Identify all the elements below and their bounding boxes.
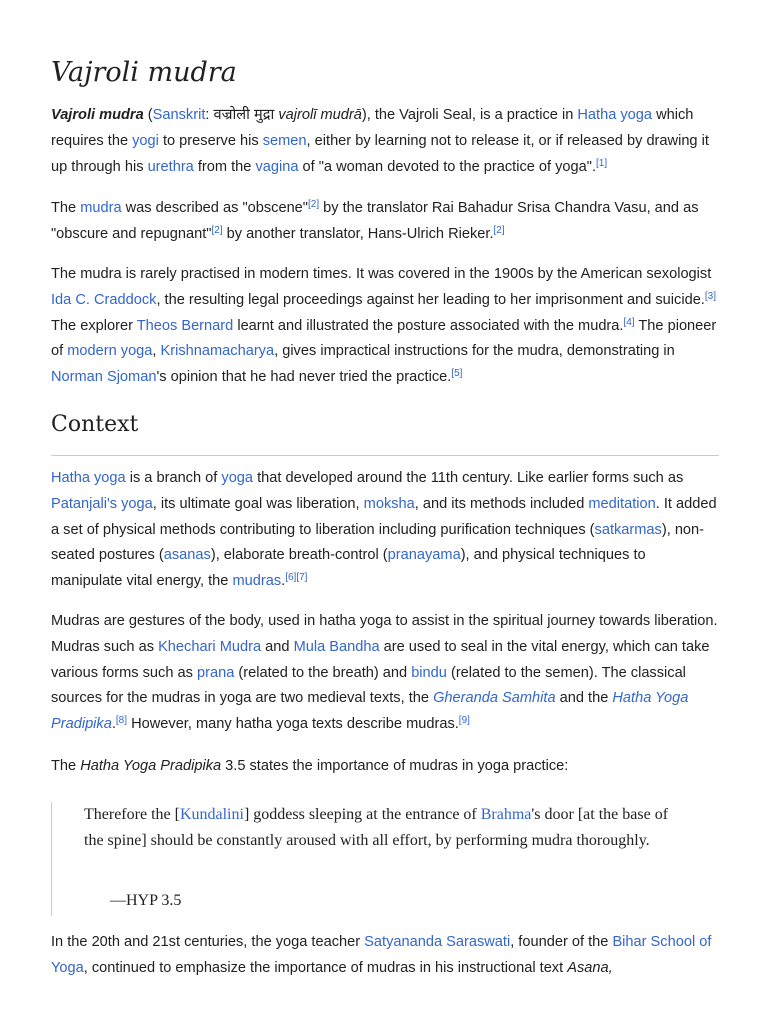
article-term: Vajroli mudra xyxy=(51,107,144,123)
devanagari-text: वज्रोली मुद्रा xyxy=(213,107,275,123)
quote-text: Therefore the [Kundalini] goddess sleeping at the entrance of Brahma's door [at the base of the spine] should be constantly aroused with all effort, by performing mudra thoroughly. xyxy=(84,806,669,849)
ref-2c[interactable]: [2] xyxy=(493,224,505,236)
link-semen[interactable]: semen xyxy=(262,132,307,149)
link-bindu[interactable]: bindu xyxy=(411,664,447,681)
paragraph-mudras-gestures: Mudras are gestures of the body, used in hatha yoga to assist in the spiritual journey towards liberation. Mudras such as Khechari Mudra and Mula Bandha are used to seal in the vital energy, which can take various forms such as prana (related to the breath) and bindu (related to the semen). The classical sources for the mudras in yoga are two medieval texts, the Gheranda Samhita and the Hatha Yoga Pradipika.[8] However, many hatha yoga texts describe mudras.[9] xyxy=(51,613,718,733)
blockquote-hyp xyxy=(51,802,720,916)
paragraph-hyp-intro: The Hatha Yoga Pradipika 3.5 states the importance of mudras in yoga practice: xyxy=(51,758,569,774)
link-hatha-yoga-pradipika[interactable]: Hatha Yoga Pradipika xyxy=(51,690,689,733)
ref-1[interactable]: [1] xyxy=(596,157,608,169)
link-khechari-mudra[interactable]: Khechari Mudra xyxy=(158,638,262,655)
link-moksha[interactable]: moksha xyxy=(363,495,415,512)
ref-5[interactable]: [5] xyxy=(451,368,463,380)
link-hatha-yoga-2[interactable]: Hatha yoga xyxy=(51,470,126,486)
ref-3[interactable]: [3] xyxy=(704,290,716,302)
section-divider xyxy=(51,455,719,456)
ref-6[interactable]: [6] xyxy=(285,572,297,584)
ref-8[interactable]: [8] xyxy=(115,715,128,727)
section-heading-context: Context xyxy=(51,412,139,437)
ref-9[interactable]: [9] xyxy=(458,715,470,727)
link-yoga[interactable]: yoga xyxy=(221,470,254,486)
link-asanas[interactable]: asanas xyxy=(163,547,211,564)
link-norman-sjoman[interactable]: Norman Sjoman xyxy=(51,369,157,386)
link-vagina[interactable]: vagina xyxy=(255,158,299,175)
link-ida-craddock[interactable]: Ida C. Craddock xyxy=(51,291,157,308)
link-krishnamacharya[interactable]: Krishnamacharya xyxy=(160,343,275,360)
link-yogi[interactable]: yogi xyxy=(132,132,159,149)
link-mudra[interactable]: mudra xyxy=(80,200,122,216)
ref-2a[interactable]: [2] xyxy=(307,199,320,210)
link-modern-yoga[interactable]: modern yoga xyxy=(67,343,153,360)
quote-citation: —HYP 3.5 xyxy=(110,892,182,909)
intro-paragraph: Vajroli mudra (Sanskrit: वज्रोली मुद्रा vajrolī mudrā), the Vajroli Seal, is a practice in Hatha yoga which requires the yogi to preserve his semen, either by learning not to release it, or if released by drawing it up through his urethra from the vagina of "a woman devoted to the practice of yoga".[1] xyxy=(51,107,709,175)
link-prana[interactable]: prana xyxy=(197,664,235,681)
paragraph-hatha-yoga: Hatha yoga is a branch of yoga that developed around the 11th century. Like earlier forms such as Patanjali's yoga, its ultimate goal was liberation, moksha, and its methods included meditation. It added a set of physical methods contributing to liberation including purification techniques (satkarmas), non-seated postures (asanas), elaborate breath-control (pranayama), and physical techniques to manipulate vital energy, the mudras.[6][7] xyxy=(51,470,717,590)
paragraph-20th-century: In the 20th and 21st centuries, the yoga teacher Satyananda Saraswati, founder of the Bihar School of Yoga, continued to emphasize the importance of mudras in his instructional text Asana, xyxy=(51,934,712,976)
link-meditation[interactable]: meditation xyxy=(588,495,656,512)
link-mudras[interactable]: mudras xyxy=(232,573,282,590)
link-hatha-yoga[interactable]: Hatha yoga xyxy=(577,107,653,123)
link-patanjalis-yoga[interactable]: Patanjali's yoga xyxy=(51,495,153,512)
paragraph-obscene: The mudra was described as "obscene"[2] by the translator Rai Bahadur Srisa Chandra Vasu, and as "obscure and repugnant"[2] by another translator, Hans-Ulrich Rieker.[2] xyxy=(51,199,699,242)
link-satkarmas[interactable]: satkarmas xyxy=(594,521,662,538)
link-mula-bandha[interactable]: Mula Bandha xyxy=(293,638,380,655)
ref-2b[interactable]: [2] xyxy=(211,224,223,236)
link-bihar-school-of-yoga[interactable]: Bihar School of Yoga xyxy=(51,934,712,976)
link-sanskrit[interactable]: Sanskrit xyxy=(152,107,206,123)
link-brahma[interactable]: Brahma xyxy=(480,806,532,823)
paragraph-modern-times: The mudra is rarely practised in modern times. It was covered in the 1900s by the American sexologist Ida C. Craddock, the resulting legal proceedings against her leading to her imprisonment and suicide.[3] The explorer Theos Bernard learnt and illustrated the posture associated with the mudra.[4] The pioneer of modern yoga, Krishnamacharya, gives impractical instructions for the mudra, demonstrating in Norman Sjoman's opinion that he had never tried the practice.[5] xyxy=(51,266,717,386)
page-title: Vajroli mudra xyxy=(51,57,237,88)
iast-text: vajrolī mudrā xyxy=(278,107,362,123)
link-gheranda-samhita[interactable]: Gheranda Samhita xyxy=(433,690,556,707)
link-urethra[interactable]: urethra xyxy=(147,158,194,175)
link-theos-bernard[interactable]: Theos Bernard xyxy=(136,317,234,334)
link-satyananda-saraswati[interactable]: Satyananda Saraswati xyxy=(364,934,511,950)
ref-4[interactable]: [4] xyxy=(623,316,635,328)
link-kundalini[interactable]: Kundalini xyxy=(179,806,244,823)
ref-7[interactable]: [7] xyxy=(296,572,308,584)
link-pranayama[interactable]: pranayama xyxy=(387,547,461,564)
